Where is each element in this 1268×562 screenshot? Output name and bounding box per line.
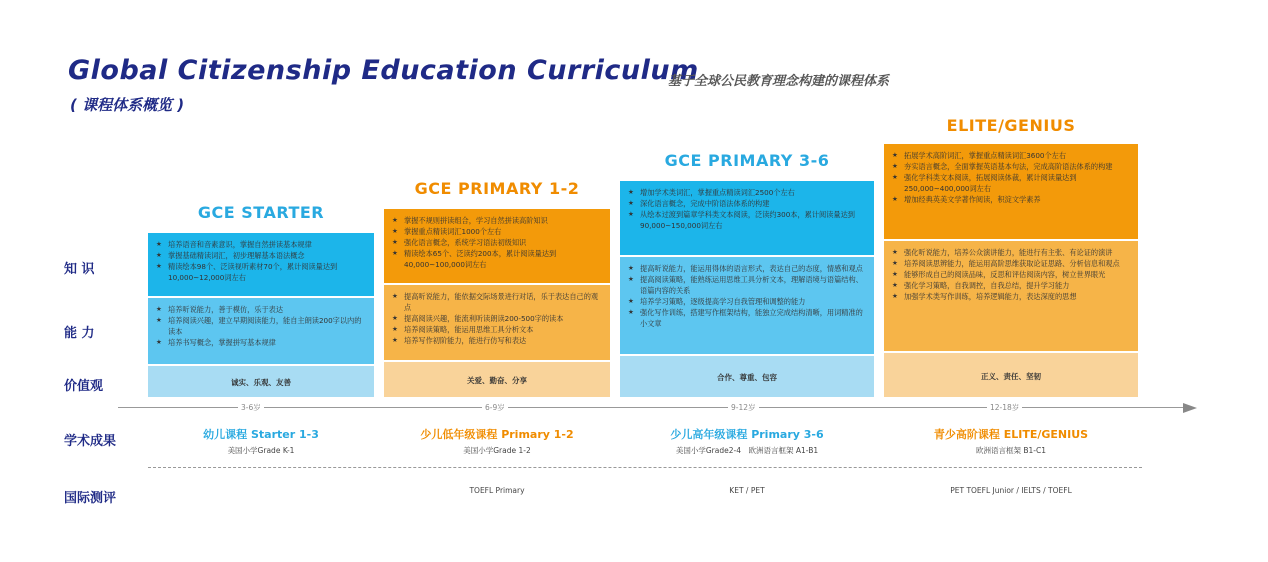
primary36-knowledge-box	[620, 181, 874, 255]
primary12-values-box: 关爱、勤奋、分享	[384, 362, 610, 397]
exam-name: PET TOEFL Junior / IELTS / TOEFL	[950, 486, 1072, 495]
page-title-chinese: 基于全球公民教育理念构建的课程体系	[668, 74, 890, 89]
list-item: ★ 培养听说能力，善于模仿，乐于表达	[156, 304, 366, 315]
grade-level: 欧洲语言框架 B1-C1	[975, 446, 1046, 455]
list-item: ★ 强化学习策略，自我调控，自我总结，提升学习能力	[892, 280, 1130, 291]
course-name: 幼儿课程 Starter 1-3	[203, 428, 319, 441]
primary12-knowledge-box	[384, 209, 610, 283]
list-item: ★ 强化学科类文本阅读，拓展阅读体裁，累计阅读量达到250,000~400,000词左右	[892, 172, 1130, 194]
list-item: ★ 培养写作初阶能力，能进行仿写和表达	[392, 335, 602, 346]
row-label-values: 价值观	[64, 379, 104, 394]
list-item: ★ 培养语音和音素意识，掌握自然拼读基本规律	[156, 239, 366, 250]
grade-level: 美国小学Grade K-1	[227, 446, 295, 455]
primary12-ability-box	[384, 285, 610, 360]
exam-name: TOEFL Primary	[469, 486, 525, 495]
exam-name: KET / PET	[729, 486, 765, 495]
list-item: ★ 夯实语言概念，全面掌握英语基本句法，完成高阶语法体系的构建	[892, 161, 1130, 172]
page-subtitle: ( 课程体系概览 )	[70, 96, 185, 114]
list-item: ★ 提高听说能力，能运用得体的语言形式，表达自己的态度，情感和观点	[628, 263, 866, 274]
row-label-ability: 能 力	[64, 326, 95, 341]
age-label: 3-6岁	[238, 402, 264, 413]
list-item: ★ 深化语言概念，完成中阶语法体系的构建	[628, 198, 866, 209]
grade-level: 美国小学Grade2-4 欧洲语言框架 A1-B1	[675, 446, 819, 455]
age-label: 6-9岁	[482, 402, 508, 413]
stage-title-elite-genius: ELITE/GENIUS	[946, 116, 1076, 135]
list-item: ★ 增加学术类词汇，掌握重点精读词汇2500个左右	[628, 187, 866, 198]
age-timeline	[118, 407, 1188, 408]
stage-title-primary-1-2: GCE PRIMARY 1-2	[414, 179, 580, 198]
primary36-values-box: 合作、尊重、包容	[620, 356, 874, 397]
list-item: ★ 精读绘本98个、泛读视听素材70个，累计阅读量达到10,000~12,000词左右	[156, 261, 366, 283]
divider	[148, 467, 1142, 468]
age-label: 12-18岁	[987, 402, 1022, 413]
list-item: ★ 掌握基础精读词汇，初步理解基本语法概念	[156, 250, 366, 261]
list-item: ★ 培养学习策略，逐级提高学习自我管理和调整的能力	[628, 296, 866, 307]
starter-knowledge-box	[148, 233, 374, 296]
list-item: ★ 掌握重点精读词汇1000个左右	[392, 226, 602, 237]
list-item: ★ 提高阅读兴趣，能流利听读朗读200-500字的读本	[392, 313, 602, 324]
starter-ability-box	[148, 298, 374, 364]
list-item: ★ 提高阅读策略，能熟练运用思维工具分析文本，理解语境与语篇结构、语篇内容的关系	[628, 274, 866, 296]
elite-knowledge-box	[884, 144, 1138, 239]
stage-title-starter: GCE STARTER	[197, 203, 325, 222]
course-name: 少儿高年级课程 Primary 3-6	[670, 428, 824, 441]
list-item: ★ 提高听说能力，能依据交际场景进行对话，乐于表达自己的观点	[392, 291, 602, 313]
list-item: ★ 强化写作训练，搭建写作框架结构，能独立完成结构清晰，用词精准的小文章	[628, 307, 866, 329]
list-item: ★ 拓展学术高阶词汇，掌握重点精读词汇3600个左右	[892, 150, 1130, 161]
list-item: ★ 培养阅读兴趣，建立早期阅读能力，能自主朗读200字以内的读本	[156, 315, 366, 337]
row-label-knowledge: 知 识	[64, 262, 95, 277]
row-label-academic: 学术成果	[64, 434, 117, 449]
list-item: ★ 加强学术类写作训练，培养逻辑能力，表达深度的思想	[892, 291, 1130, 302]
elite-values-box: 正义、责任、坚韧	[884, 353, 1138, 397]
stage-title-primary-3-6: GCE PRIMARY 3-6	[664, 151, 830, 170]
list-item: ★ 强化听说能力，培养公众演讲能力，能进行有主张、有论证的演讲	[892, 247, 1130, 258]
course-name: 少儿低年级课程 Primary 1-2	[420, 428, 574, 441]
course-name: 青少高阶课程 ELITE/GENIUS	[933, 428, 1089, 441]
age-label: 9-12岁	[728, 402, 759, 413]
list-item: ★ 掌握不规则拼读组合，学习自然拼读高阶知识	[392, 215, 602, 226]
row-label-international: 国际测评	[64, 491, 117, 506]
arrow-right-icon	[1183, 403, 1197, 413]
list-item: ★ 增加经典英美文学著作阅读，积淀文学素养	[892, 194, 1130, 205]
list-item: ★ 培养阅读思辨能力，能运用高阶思维获取论证思路、分析信息和观点	[892, 258, 1130, 269]
page-title: Global Citizenship Education Curriculum	[68, 55, 699, 86]
list-item: ★ 能够形成自己的阅读品味，反思和评估阅读内容，树立世界眼光	[892, 269, 1130, 280]
primary36-ability-box	[620, 257, 874, 354]
grade-level: 美国小学Grade 1-2	[463, 446, 531, 455]
list-item: ★ 强化语言概念，系统学习语法初级知识	[392, 237, 602, 248]
elite-ability-box	[884, 241, 1138, 351]
list-item: ★ 培养阅读策略，能运用思维工具分析文本	[392, 324, 602, 335]
list-item: ★ 培养书写概念，掌握拼写基本规律	[156, 337, 366, 348]
list-item: ★ 精读绘本65个、泛读约200本，累计阅读量达到40,000~100,000词左右	[392, 248, 602, 270]
list-item: ★ 从绘本过渡到篇章学科类文本阅读，泛读约300本，累计阅读量达到90,000~150,000词左右	[628, 209, 866, 231]
starter-values-box: 诚实、乐观、友善	[148, 366, 374, 397]
